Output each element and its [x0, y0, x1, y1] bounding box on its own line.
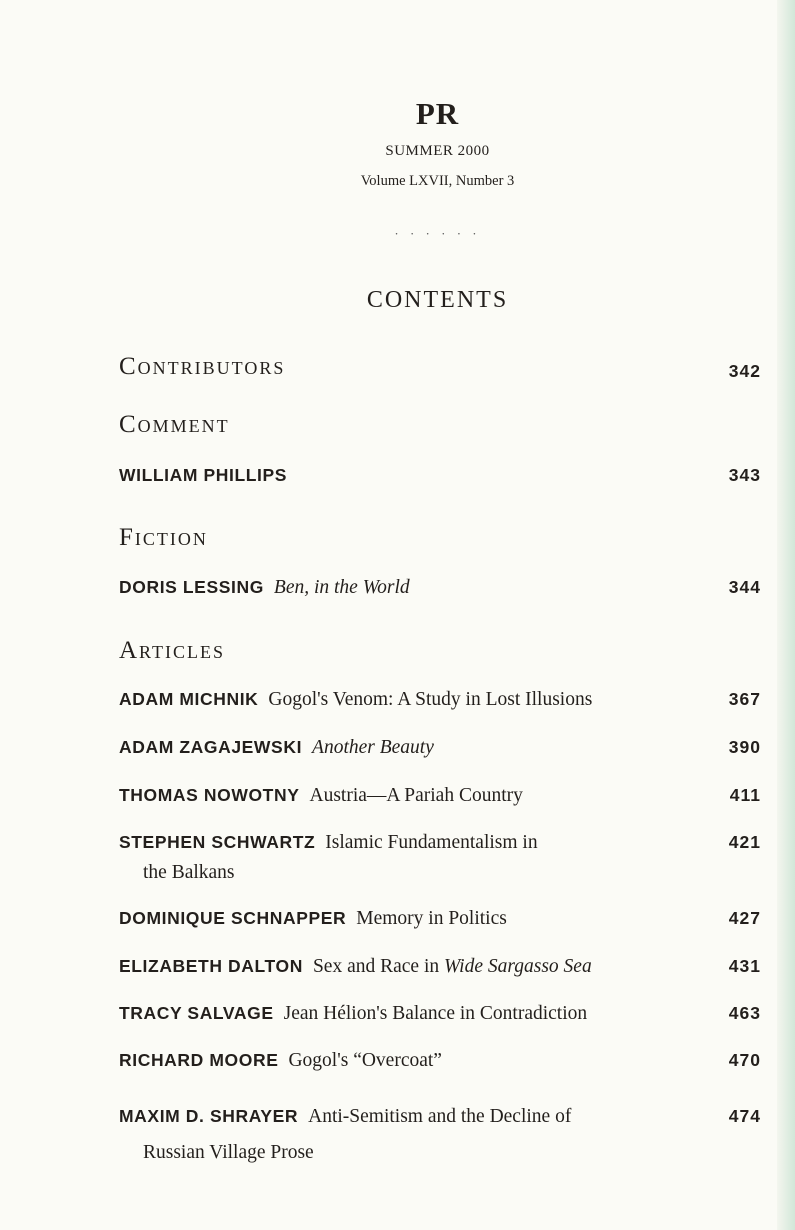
journal-logo: PR	[415, 96, 460, 131]
page-number: 342	[728, 361, 761, 381]
entry-title-continued: the Balkans	[143, 862, 235, 883]
page-number: 421	[728, 832, 761, 852]
entry-author: STEPHEN SCHWARTZ	[119, 832, 316, 852]
entry-title-continued: Russian Village Prose	[143, 1142, 314, 1163]
toc-entry-lessing[interactable]	[119, 572, 761, 603]
issue-volume: Volume LXVII, Number 3	[360, 173, 515, 189]
entry-author: THOMAS NOWOTNY	[119, 785, 300, 805]
entry-title-italic: Wide Sargasso Sea	[444, 956, 592, 977]
ornament-separator: · · · · · ·	[394, 226, 481, 241]
entry-author: DOMINIQUE SCHNAPPER	[119, 908, 347, 928]
entry-title: Jean Hélion's Balance in Contradiction	[283, 1003, 588, 1024]
contributors-row[interactable]	[119, 352, 761, 384]
toc-entry-salvage[interactable]	[119, 998, 761, 1029]
page-number: 427	[728, 908, 761, 928]
page-number: 470	[728, 1050, 761, 1070]
entry-author: MAXIM D. SHRAYER	[119, 1106, 299, 1126]
entry-author: ADAM ZAGAJEWSKI	[119, 737, 303, 757]
page-number: 474	[728, 1106, 761, 1126]
page-number: 431	[728, 956, 761, 976]
entry-title: Anti-Semitism and the Decline of	[308, 1106, 572, 1127]
page-number: 343	[728, 465, 761, 485]
page-number: 463	[728, 1003, 761, 1023]
entry-title: Gogol's “Overcoat”	[288, 1050, 442, 1071]
toc-entry-phillips[interactable]	[119, 460, 761, 491]
toc-entry-michnik[interactable]	[119, 684, 761, 715]
entry-author: ELIZABETH DALTON	[119, 956, 303, 976]
entry-title: Islamic Fundamentalism in	[325, 832, 538, 853]
contents-heading: CONTENTS	[366, 287, 509, 313]
section-comment: Comment	[119, 411, 230, 438]
section-articles: Articles	[119, 637, 225, 664]
toc-entry-dalton[interactable]	[119, 951, 761, 982]
entry-title: Memory in Politics	[356, 908, 507, 929]
page-number: 344	[728, 577, 761, 597]
entry-author: WILLIAM PHILLIPS	[119, 465, 288, 485]
entry-title: Ben, in the World	[273, 577, 410, 598]
page-number: 411	[729, 785, 761, 805]
entry-author: DORIS LESSING	[119, 577, 264, 597]
toc-entry-shrayer[interactable]	[119, 1098, 761, 1171]
section-fiction: Fiction	[119, 524, 208, 551]
toc-entry-zagajewski[interactable]	[119, 732, 761, 763]
toc-entry-moore[interactable]	[119, 1045, 761, 1076]
toc-entry-nowotny[interactable]	[119, 780, 761, 811]
entry-title: Sex and Race in	[312, 956, 440, 977]
entry-title: Gogol's Venom: A Study in Lost Illusions	[268, 689, 593, 710]
entry-author: RICHARD MOORE	[119, 1050, 279, 1070]
issue-season: SUMMER 2000	[385, 143, 490, 159]
entry-author: TRACY SALVAGE	[119, 1003, 274, 1023]
toc-entry-schnapper[interactable]	[119, 903, 761, 934]
section-contributors: Contributors	[119, 353, 286, 380]
entry-author: ADAM MICHNIK	[119, 689, 259, 709]
page-number: 367	[728, 689, 761, 709]
entry-title: Another Beauty	[312, 737, 434, 758]
page-number: 390	[728, 737, 761, 757]
toc-entry-schwartz[interactable]	[119, 827, 761, 888]
entry-title: Austria—A Pariah Country	[309, 785, 523, 806]
